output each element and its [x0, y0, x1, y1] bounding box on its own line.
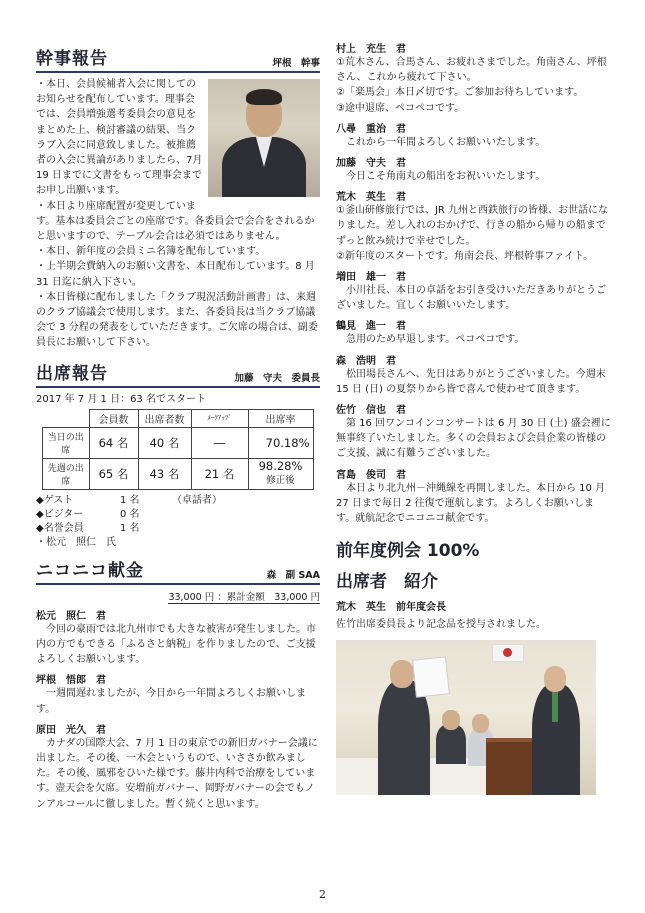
- list-item: ◆名誉会員 1 名: [36, 522, 140, 534]
- entry-text: ①荒木さん、合馬さん、お疲れさまでした。角南さん、坪根さん、これから疲れて下さい。 ②「楽馬会」本日〆切です。ご参加お待ちしています。 ③途中退席、ペコペコです。: [336, 57, 607, 114]
- entry-text: これから一年間よろしくお願いいたします。: [346, 136, 546, 148]
- entry-text: 第 16 回ワンコインコンサートは 6 月 30 日 (土) 盛会裡に無事終了いたしました。多くの会員および会員企業の皆様のご支援、誠に有難うございました。: [336, 418, 611, 460]
- report-item: ・上半期会費納入のお願い文書を、本日配布しています。8 月 31 日迄に納入下さい。: [36, 261, 315, 288]
- section-title: ニコニコ献金: [36, 560, 144, 581]
- report-item: ・本日皆様に配布しました「クラブ現況活動計画書」は、来週のクラブ協議会で使用します。また、各委員長は当クラブ協議会で 3 分程の発表をしていただきます。ご欠席の場合は、副委員長にお願いして下さい。: [36, 291, 318, 349]
- report-item: ・本日、新年度の会員ミニ名簿を配布しています。: [36, 246, 266, 258]
- guest-list: [36, 494, 320, 550]
- rate-note: 修正後: [266, 475, 295, 487]
- cell-members: 65 名: [89, 458, 138, 489]
- row-label: 当日の出席: [43, 427, 90, 458]
- entry-name: 原田 光久 君: [36, 724, 106, 736]
- entry-name: 松元 照仁 君: [36, 610, 106, 622]
- entry-text: 小川社長、本日の卓話をお引き受けいただきありがとうございました。宜しくお願いいたします。: [336, 285, 606, 312]
- entry-text: カナダの国際大会、7 月 1 日の東京での新旧ガバナー会議に出ました。その後、一木会というもので、いささか飲みました。その後、風邪をひいた様です。藤井内科で治療をしています。壺天会を欠席。安増前ガバナー、岡野ガバナーの会でもノンアルコールに徹しました。暫く続くと思います。: [36, 737, 318, 810]
- entry-text: 今日こそ角南丸の船出をお祝いいたします。: [346, 171, 546, 183]
- section-author: 坪根 幹事: [272, 58, 320, 69]
- list-item: ◆ゲスト 1 名 （卓話者）: [36, 494, 222, 506]
- entry-text: 急用のため早退します。ペコペコです。: [346, 334, 525, 346]
- table-header: 会員数: [89, 409, 138, 427]
- intro-text: 佐竹出席委員長より記念品を授与されました。: [336, 619, 546, 631]
- kanji-report-body: [36, 77, 320, 351]
- attendance-subtitle: 2017 年 7 月 1 日：63 名でスタート: [36, 393, 206, 405]
- entry-name: 坪根 悟郎 君: [36, 675, 106, 687]
- right-column: [336, 40, 612, 795]
- section-title: 出席報告: [36, 363, 108, 384]
- donation-entries: [336, 40, 612, 526]
- donation-amount: 33,000 円 ：累計金額 33,000 円: [168, 591, 320, 603]
- table-row: [43, 427, 314, 458]
- cell-makeup: 21 名: [191, 458, 248, 489]
- entry-name: 森 浩明 君: [336, 355, 396, 367]
- entry-name: 増田 雄一 君: [336, 272, 406, 284]
- table-header: 出席率: [248, 409, 313, 427]
- entry-text: ①釜山研修旅行では、JR 九州と西鉄旅行の皆様、お世話になりました。差し入れのおかげで、行きの船から帰りの船までずっと飲み続けで幸せでした。 ②新年度のスタートです。角南会長、坪根幹事ファイト。: [336, 205, 609, 262]
- cell-rate: 70.18%: [248, 427, 313, 458]
- entry-name: 八尋 重治 君: [336, 123, 406, 135]
- attendance-table: [42, 409, 314, 490]
- entry-name: 鶴見 進一 君: [336, 321, 406, 333]
- secretary-photo: [208, 79, 320, 197]
- guest-name: ・松元 照仁 氏: [36, 536, 116, 548]
- section-author: 加藤 守夫 委員長: [234, 372, 320, 384]
- entry-text: 今回の豪雨では北九州市でも大きな被害が発生しました。市内の方でもできる「ふるさと納税」を作りましたので、ご支援よろしくお願いします。: [36, 623, 316, 666]
- entry-name: 村上 充生 君: [336, 44, 406, 55]
- left-column: [36, 44, 320, 812]
- section-attendance-header: [36, 359, 320, 388]
- entry-name: 加藤 守夫 君: [336, 158, 406, 170]
- intro-name: 荒木 英生 前年度会長: [336, 602, 446, 614]
- report-item: ・本日、会員候補者入会に関してのお知らせを配布しています。理事会では、会員増強選考委員会の意見をまとめた上、検討審議の結果、当クラブ入会に同意致しました。被推薦者の入会に異論がありましたら、7月19 日までに文書をもって理事会までお申し出願います。: [36, 79, 203, 197]
- entry-text: 一週間遅れましたが、今日から一年間よろしくお願いします。: [36, 688, 306, 715]
- cell-rate: [248, 458, 313, 489]
- entry-text: 松田場長さんへ、先日はありがとうございました。今週末 15 日 (日) の夏祭りから皆で喜んで使わせて頂きます。: [336, 368, 606, 395]
- entry-name: 荒木 英生 君: [336, 192, 406, 204]
- cell-attend: 40 名: [138, 427, 191, 458]
- entry-name: 佐竹 信也 君: [336, 405, 406, 417]
- table-header-row: [43, 409, 314, 427]
- cell-attend: 43 名: [138, 458, 191, 489]
- entry-text: 本日より北九州－沖縄線を再開しました。本日から 10 月 27 日まで毎日 2 往復で運航します。よろしくお願いします。就航記念でニコニコ献金です。: [336, 482, 606, 525]
- entry-name: 宮島 俊司 君: [336, 469, 406, 481]
- section-title: 出席者 紹介: [336, 572, 438, 593]
- cell-makeup: ―: [191, 427, 248, 458]
- page-number: 2: [319, 888, 326, 901]
- table-row: [43, 458, 314, 489]
- section-author: 森 副 SAA: [266, 569, 320, 581]
- table-header: ﾒｰｸｱｯﾌﾟ: [191, 409, 248, 427]
- section-title: 幹事報告: [36, 49, 108, 69]
- row-label: 先週の出席: [43, 458, 90, 489]
- section-nikoniko-header: [36, 556, 320, 585]
- section-title: 前年度例会 100%: [336, 541, 480, 562]
- rate-value: 98.28%: [258, 459, 303, 474]
- report-item: ・本日より座席配置が変更しています。基本は委員会ごとの座席です。各委員会で会合をされるかと思いますので、テーブル会合は必須ではありません。: [36, 200, 315, 243]
- table-header: 出席者数: [138, 409, 191, 427]
- list-item: ◆ビジター 0 名: [36, 508, 140, 520]
- section-kanji-report-header: [36, 44, 320, 73]
- cell-members: 64 名: [89, 427, 138, 458]
- award-photo: [336, 640, 596, 795]
